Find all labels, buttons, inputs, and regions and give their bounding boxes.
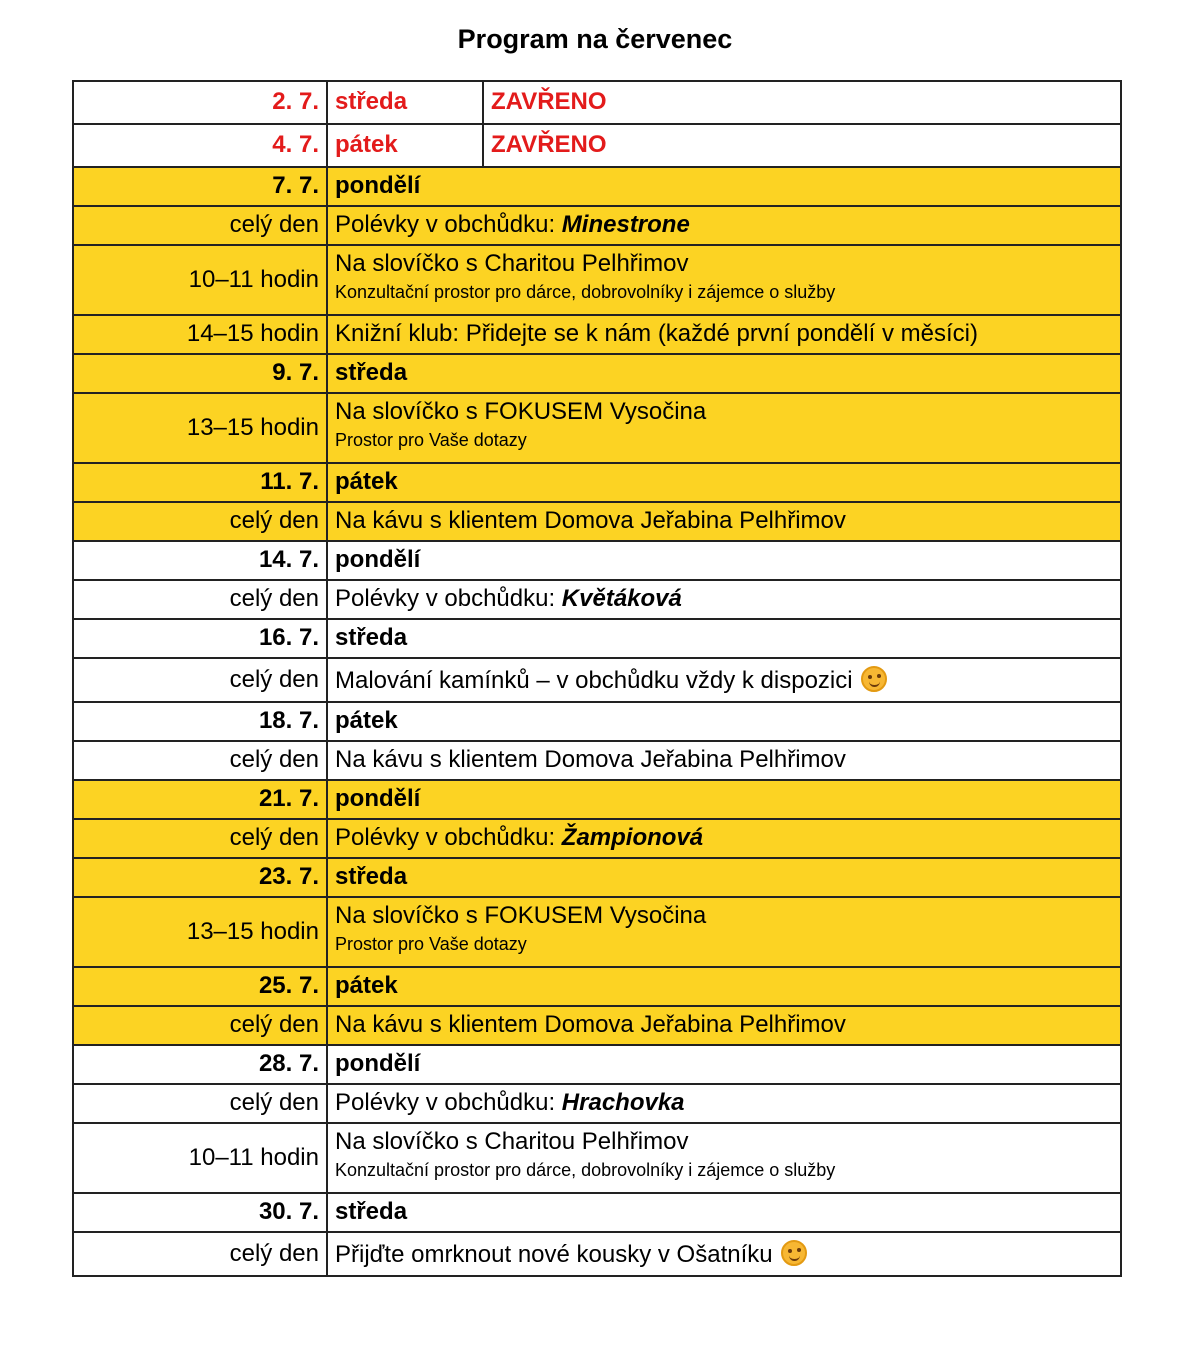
event-row xyxy=(73,1123,1121,1193)
closed-row xyxy=(73,81,1121,124)
day-header-row xyxy=(73,967,1121,1006)
event-cell xyxy=(327,1232,1121,1276)
event-cell xyxy=(327,502,1121,541)
event-cell xyxy=(327,1084,1121,1123)
event-description: Prostor pro Vaše dotazy xyxy=(335,934,527,955)
time-cell: celý den xyxy=(73,502,327,541)
event-title: Na slovíčko s Charitou Pelhřimov xyxy=(335,249,689,277)
closed-row xyxy=(73,124,1121,167)
date-cell: 16. 7. xyxy=(73,619,327,658)
event-cell xyxy=(327,1123,1121,1193)
date-cell: 23. 7. xyxy=(73,858,327,897)
event-cell xyxy=(327,245,1121,315)
event-row xyxy=(73,897,1121,967)
event-title: Na slovíčko s Charitou Pelhřimov xyxy=(335,1127,689,1155)
event-cell xyxy=(327,315,1121,354)
event-description: Konzultační prostor pro dárce, dobrovolníky i zájemce o služby xyxy=(335,1160,836,1181)
weekday-cell: středa xyxy=(327,619,1121,658)
closed-note: ZAVŘENO xyxy=(483,81,1121,124)
weekday-cell: pátek xyxy=(327,967,1121,1006)
weekday-cell: pátek xyxy=(327,463,1121,502)
smiling-face-icon xyxy=(861,666,887,692)
event-row xyxy=(73,658,1121,702)
day-header-row xyxy=(73,1045,1121,1084)
event-row xyxy=(73,245,1121,315)
event-title: Polévky v obchůdku: xyxy=(335,211,562,239)
soup-name: Hrachovka xyxy=(561,1089,685,1117)
weekday-cell: pátek xyxy=(327,124,483,167)
event-cell xyxy=(327,897,1121,967)
time-cell: celý den xyxy=(73,658,327,702)
date-cell: 21. 7. xyxy=(73,780,327,819)
weekday-cell: středa xyxy=(327,858,1121,897)
weekday-cell: středa xyxy=(327,354,1121,393)
date-cell: 2. 7. xyxy=(73,81,327,124)
date-cell: 9. 7. xyxy=(73,354,327,393)
event-title: Malování kamínků – v obchůdku vždy k dispozici xyxy=(335,666,853,694)
event-description: Konzultační prostor pro dárce, dobrovolníky i zájemce o služby xyxy=(335,282,836,303)
event-title: Knižní klub: Přidejte se k nám (každé první pondělí v měsíci) xyxy=(335,320,978,348)
day-header-row xyxy=(73,780,1121,819)
time-cell: 14–15 hodin xyxy=(73,315,327,354)
day-header-row xyxy=(73,463,1121,502)
time-cell: celý den xyxy=(73,741,327,780)
time-cell: celý den xyxy=(73,1232,327,1276)
time-cell: 13–15 hodin xyxy=(73,897,327,967)
day-header-row xyxy=(73,858,1121,897)
event-cell xyxy=(327,1006,1121,1045)
event-row xyxy=(73,1084,1121,1123)
date-cell: 25. 7. xyxy=(73,967,327,1006)
event-title: Na kávu s klientem Domova Jeřabina Pelhřimov xyxy=(335,1011,846,1039)
time-cell: 10–11 hodin xyxy=(73,1123,327,1193)
event-title: Na slovíčko s FOKUSEM Vysočina xyxy=(335,901,707,929)
weekday-cell: pátek xyxy=(327,702,1121,741)
day-header-row xyxy=(73,1193,1121,1232)
soup-name: Žampionová xyxy=(561,824,704,852)
weekday-cell: středa xyxy=(327,1193,1121,1232)
date-cell: 30. 7. xyxy=(73,1193,327,1232)
weekday-cell: pondělí xyxy=(327,780,1121,819)
smiling-face-icon xyxy=(781,1240,807,1266)
weekday-cell: pondělí xyxy=(327,167,1121,206)
time-cell: celý den xyxy=(73,206,327,245)
event-row xyxy=(73,580,1121,619)
time-cell: 13–15 hodin xyxy=(73,393,327,463)
program-table xyxy=(72,80,1122,1277)
event-row xyxy=(73,1006,1121,1045)
day-header-row xyxy=(73,541,1121,580)
event-title: Polévky v obchůdku: xyxy=(335,824,562,852)
event-cell xyxy=(327,393,1121,463)
day-header-row xyxy=(73,702,1121,741)
time-cell: celý den xyxy=(73,1084,327,1123)
event-description: Prostor pro Vaše dotazy xyxy=(335,430,527,451)
date-cell: 4. 7. xyxy=(73,124,327,167)
soup-name: Minestrone xyxy=(561,211,690,239)
event-cell xyxy=(327,741,1121,780)
event-row xyxy=(73,206,1121,245)
event-row xyxy=(73,741,1121,780)
date-cell: 28. 7. xyxy=(73,1045,327,1084)
day-header-row xyxy=(73,354,1121,393)
soup-name: Květáková xyxy=(561,585,682,613)
time-cell: celý den xyxy=(73,1006,327,1045)
date-cell: 11. 7. xyxy=(73,463,327,502)
date-cell: 7. 7. xyxy=(73,167,327,206)
event-row xyxy=(73,819,1121,858)
closed-note: ZAVŘENO xyxy=(483,124,1121,167)
page-title: Program na červenec xyxy=(457,24,733,54)
event-cell xyxy=(327,819,1121,858)
event-cell xyxy=(327,206,1121,245)
event-row xyxy=(73,393,1121,463)
time-cell: celý den xyxy=(73,580,327,619)
event-title: Na kávu s klientem Domova Jeřabina Pelhřimov xyxy=(335,507,846,535)
event-title: Polévky v obchůdku: xyxy=(335,1089,562,1117)
event-title: Přijďte omrknout nové kousky v Ošatníku xyxy=(335,1240,773,1268)
event-cell xyxy=(327,658,1121,702)
time-cell: 10–11 hodin xyxy=(73,245,327,315)
weekday-cell: pondělí xyxy=(327,1045,1121,1084)
event-title: Na slovíčko s FOKUSEM Vysočina xyxy=(335,397,707,425)
event-row xyxy=(73,315,1121,354)
day-header-row xyxy=(73,167,1121,206)
time-cell: celý den xyxy=(73,819,327,858)
event-row xyxy=(73,1232,1121,1276)
event-title: Na kávu s klientem Domova Jeřabina Pelhřimov xyxy=(335,746,846,774)
date-cell: 14. 7. xyxy=(73,541,327,580)
event-cell xyxy=(327,580,1121,619)
date-cell: 18. 7. xyxy=(73,702,327,741)
weekday-cell: středa xyxy=(327,81,483,124)
event-row xyxy=(73,502,1121,541)
weekday-cell: pondělí xyxy=(327,541,1121,580)
day-header-row xyxy=(73,619,1121,658)
event-title: Polévky v obchůdku: xyxy=(335,585,562,613)
